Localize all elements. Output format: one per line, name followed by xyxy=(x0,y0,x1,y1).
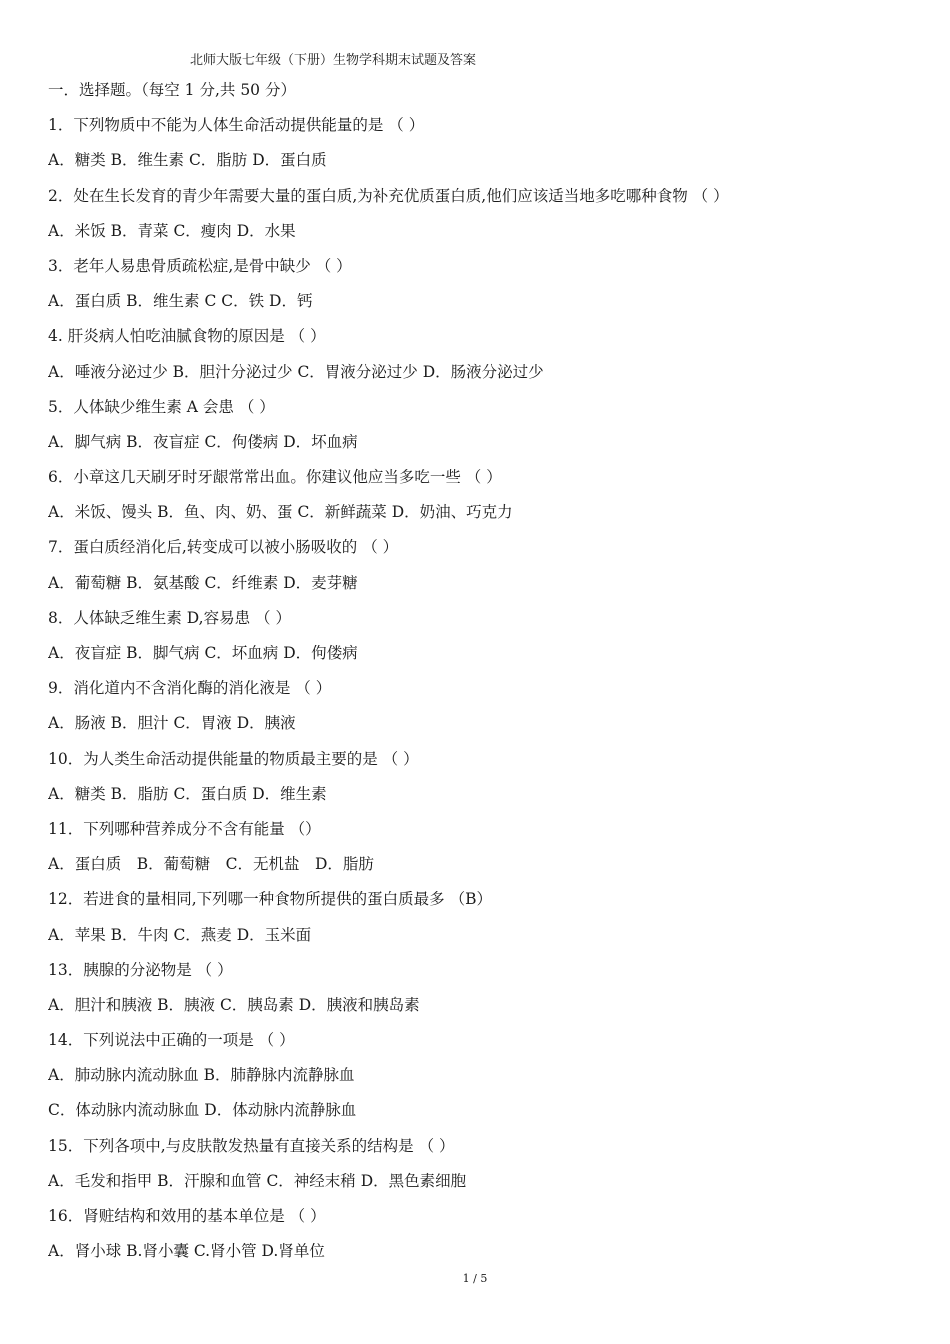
options-16: A．肾小球 B.肾小囊 C.肾小管 D.肾单位 xyxy=(48,1242,325,1261)
question-2: 2．处在生长发育的青少年需要大量的蛋白质,为补充优质蛋白质,他们应该适当地多吃哪种食物 （ ） xyxy=(48,186,729,205)
options-2: A．米饭 B．青菜 C．瘦肉 D．水果 xyxy=(48,221,296,240)
options-6: A．米饭、馒头 B．鱼、肉、奶、蛋 C．新鲜蔬菜 D．奶油、巧克力 xyxy=(48,503,513,522)
options-4: A．唾液分泌过少 B．胆汁分泌过少 C．胃液分泌过少 D．肠液分泌过少 xyxy=(48,362,544,381)
options-11: A．蛋白质 B．葡萄糖 C．无机盐 D．脂肪 xyxy=(48,855,374,874)
question-7: 7．蛋白质经消化后,转变成可以被小肠吸收的 （ ） xyxy=(48,538,399,557)
options-5: A．脚气病 B．夜盲症 C．佝偻病 D．坏血病 xyxy=(48,432,358,451)
options-9: A．肠液 B．胆汁 C．胃液 D．胰液 xyxy=(48,714,296,733)
page-number: 1 / 5 xyxy=(462,1272,488,1285)
question-16: 16．肾赃结构和效用的基本单位是 （ ） xyxy=(48,1207,326,1225)
question-list xyxy=(48,78,908,1274)
section-heading: 一．选择题。（每空 1 分,共 50 分） xyxy=(48,81,296,99)
question-1: 1．下列物质中不能为人体生命活动提供能量的是 （ ） xyxy=(48,116,425,135)
question-11: 11．下列哪种营养成分不含有能量 （） xyxy=(48,819,321,838)
question-6: 6．小章这几天刷牙时牙龈常常出血。你建议他应当多吃一些 （ ） xyxy=(48,468,502,487)
options-7: A．葡萄糖 B．氨基酸 C．纤维素 D．麦芽糖 xyxy=(48,573,358,592)
options-8: A．夜盲症 B．脚气病 C．坏血病 D．佝偻病 xyxy=(48,644,358,662)
question-3: 3．老年人易患骨质疏松症,是骨中缺少 （ ） xyxy=(48,256,352,275)
document-title: 北师大版七年级（下册）生物学科期末试题及答案 xyxy=(190,53,477,68)
options-13: A．胆汁和胰液 B．胰液 C．胰岛素 D．胰液和胰岛素 xyxy=(48,995,420,1014)
question-10: 10．为人类生命活动提供能量的物质最主要的是 （ ） xyxy=(48,749,419,768)
question-12: 12．若进食的量相同,下列哪一种食物所提供的蛋白质最多 （B） xyxy=(48,890,492,909)
question-15: 15．下列各项中,与皮肤散发热量有直接关系的结构是 （ ） xyxy=(48,1136,455,1155)
options-15: A．毛发和指甲 B．汗腺和血管 C．神经末稍 D．黑色素细胞 xyxy=(48,1171,467,1190)
question-9: 9．消化道内不含消化酶的消化液是 （ ） xyxy=(48,679,332,698)
question-14: 14．下列说法中正确的一项是 （ ） xyxy=(48,1031,295,1050)
options-12: A．苹果 B．牛肉 C．燕麦 D．玉米面 xyxy=(48,925,312,944)
question-5: 5．人体缺少维生素 A 会患 （ ） xyxy=(48,397,275,416)
options-14-ab: A．肺动脉内流动脉血 B．肺静脉内流静脉血 xyxy=(48,1066,355,1085)
options-3: A．蛋白质 B．维生素 C C．铁 D．钙 xyxy=(48,292,313,311)
question-4: 4. 肝炎病人怕吃油腻食物的原因是 （ ） xyxy=(48,327,326,346)
question-13: 13．胰腺的分泌物是 （ ） xyxy=(48,960,233,979)
options-1: A．糖类 B．维生素 C．脂肪 D．蛋白质 xyxy=(48,151,327,170)
question-8: 8．人体缺乏维生素 D,容易患 （ ） xyxy=(48,608,291,627)
options-10: A．糖类 B．脂肪 C．蛋白质 D．维生素 xyxy=(48,784,327,803)
options-14-cd: C．体动脉内流动脉血 D．体动脉内流静脉血 xyxy=(48,1101,357,1120)
